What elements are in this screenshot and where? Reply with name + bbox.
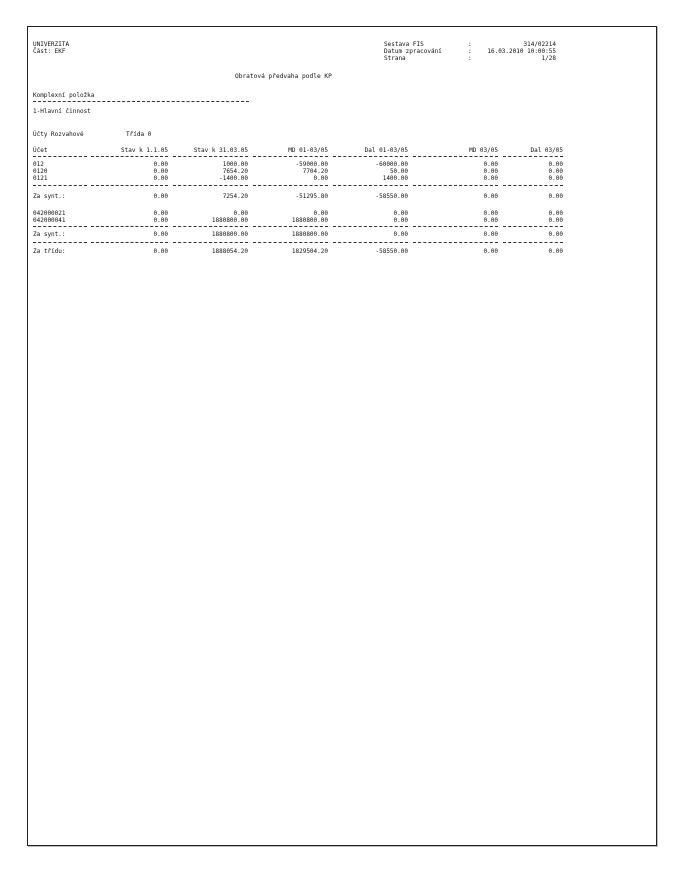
table-cell: -58550.00 [375,248,408,255]
table-cell: 7704.20 [302,168,328,175]
table-cell: 1880800.00 [211,231,248,238]
organization-part: Část: EKF [33,48,66,55]
table-cell: -59000.00 [295,161,328,168]
table-cell: -1400.00 [219,175,248,182]
table-cell: 0.00 [483,168,498,175]
subtotal-divider [503,185,563,186]
table-cell: 0.00 [548,231,563,238]
table-cell: 1000.00 [222,161,248,168]
account-number: 0120 [33,168,48,175]
subtotal-divider [173,226,248,227]
column-divider [413,156,498,157]
table-cell: 0.00 [153,210,168,217]
column-header: Dal 03/05 [530,147,563,154]
column-divider [173,156,248,157]
table-cell: 0.00 [483,248,498,255]
section-divider [33,101,249,102]
section-label: Komplexní položka [33,92,95,99]
table-cell: 1880800.00 [291,231,328,238]
table-cell: 0.00 [153,175,168,182]
table-cell: 0.00 [483,161,498,168]
table-cell: 7254.20 [222,193,248,200]
subtotal-divider [91,185,168,186]
table-cell: 0.00 [548,168,563,175]
table-cell: 0.00 [313,175,328,182]
table-cell: 0.00 [548,193,563,200]
table-cell: 0.00 [548,161,563,168]
subtotal-label: Za synt.: [33,193,66,200]
meta-label-page: Strana [384,55,406,62]
total-divider [173,242,248,243]
meta-label-report: Sestava FIS [384,41,424,48]
table-cell: 0.00 [153,168,168,175]
table-cell: 1829504.20 [291,248,328,255]
report-page [27,26,657,846]
column-header: MD 03/05 [469,147,498,154]
table-cell: 0.00 [153,161,168,168]
subtotal-divider [503,226,563,227]
subtotal-divider [33,185,87,186]
organization-name: UNIVERZITA [33,41,70,48]
report-title: Obratová předvaha podle KP [235,73,332,80]
table-cell: 0.00 [313,210,328,217]
table-cell: 1880800.00 [211,217,248,224]
table-cell: 50.00 [389,168,408,175]
activity-label: 1-Hlavní činnost [33,108,91,115]
column-header: Stav k 1.1.05 [121,147,168,154]
meta-colon: : [468,41,472,48]
column-header: MD 01-03/05 [288,147,328,154]
column-divider [253,156,328,157]
total-divider [33,242,87,243]
subtotal-divider [173,185,248,186]
table-cell: -58550.00 [375,193,408,200]
table-cell: -60000.00 [375,161,408,168]
table-cell: 0.00 [393,210,408,217]
table-cell: 1400.00 [382,175,408,182]
table-cell: 7654.20 [222,168,248,175]
column-divider [333,156,408,157]
account-number: 012 [33,161,44,168]
accounts-label: Účty Rozvahové [33,131,84,138]
table-cell: 0.00 [153,248,168,255]
column-header: Stav k 31.03.05 [193,147,248,154]
table-cell: -51295.80 [295,193,328,200]
class-total-label: Za třídu: [33,248,66,255]
subtotal-divider [413,226,498,227]
meta-value-page: 1/28 [541,55,556,62]
column-header-account: Účet [33,147,48,154]
table-cell: 0.00 [483,217,498,224]
table-cell: 0.00 [233,210,248,217]
table-cell: 0.00 [548,217,563,224]
total-divider [413,242,498,243]
meta-value-date: 16.03.2010 10:00:55 [487,48,556,55]
subtotal-label: Za synt.: [33,231,66,238]
subtotal-divider [91,226,168,227]
column-header: Dal 01-03/05 [364,147,408,154]
subtotal-divider [253,185,328,186]
table-cell: 0.00 [483,210,498,217]
table-cell: 0.00 [548,248,563,255]
total-divider [91,242,168,243]
subtotal-divider [413,185,498,186]
account-number: 0121 [33,175,48,182]
total-divider [503,242,563,243]
table-cell: 0.00 [483,193,498,200]
table-cell: 0.00 [548,210,563,217]
column-divider [503,156,563,157]
class-label: Třída 0 [126,131,152,138]
column-divider [33,156,87,157]
meta-colon: : [468,48,472,55]
meta-label-date: Datum zpracování [384,48,442,55]
table-cell: 0.00 [153,193,168,200]
total-divider [253,242,328,243]
total-divider [333,242,408,243]
subtotal-divider [253,226,328,227]
table-cell: 0.00 [548,175,563,182]
column-divider [91,156,168,157]
meta-colon: : [468,55,472,62]
table-cell: 1880800.00 [291,217,328,224]
account-number: 042000041 [33,217,66,224]
table-cell: 0.00 [483,175,498,182]
subtotal-divider [333,185,408,186]
subtotal-divider [33,226,87,227]
subtotal-divider [333,226,408,227]
meta-value-report: 314/02214 [523,41,556,48]
table-cell: 0.00 [483,231,498,238]
account-number: 042000021 [33,210,66,217]
table-cell: 0.00 [153,231,168,238]
table-cell: 0.00 [153,217,168,224]
table-cell: 0.00 [393,231,408,238]
table-cell: 0.00 [393,217,408,224]
table-cell: 1888054.20 [211,248,248,255]
